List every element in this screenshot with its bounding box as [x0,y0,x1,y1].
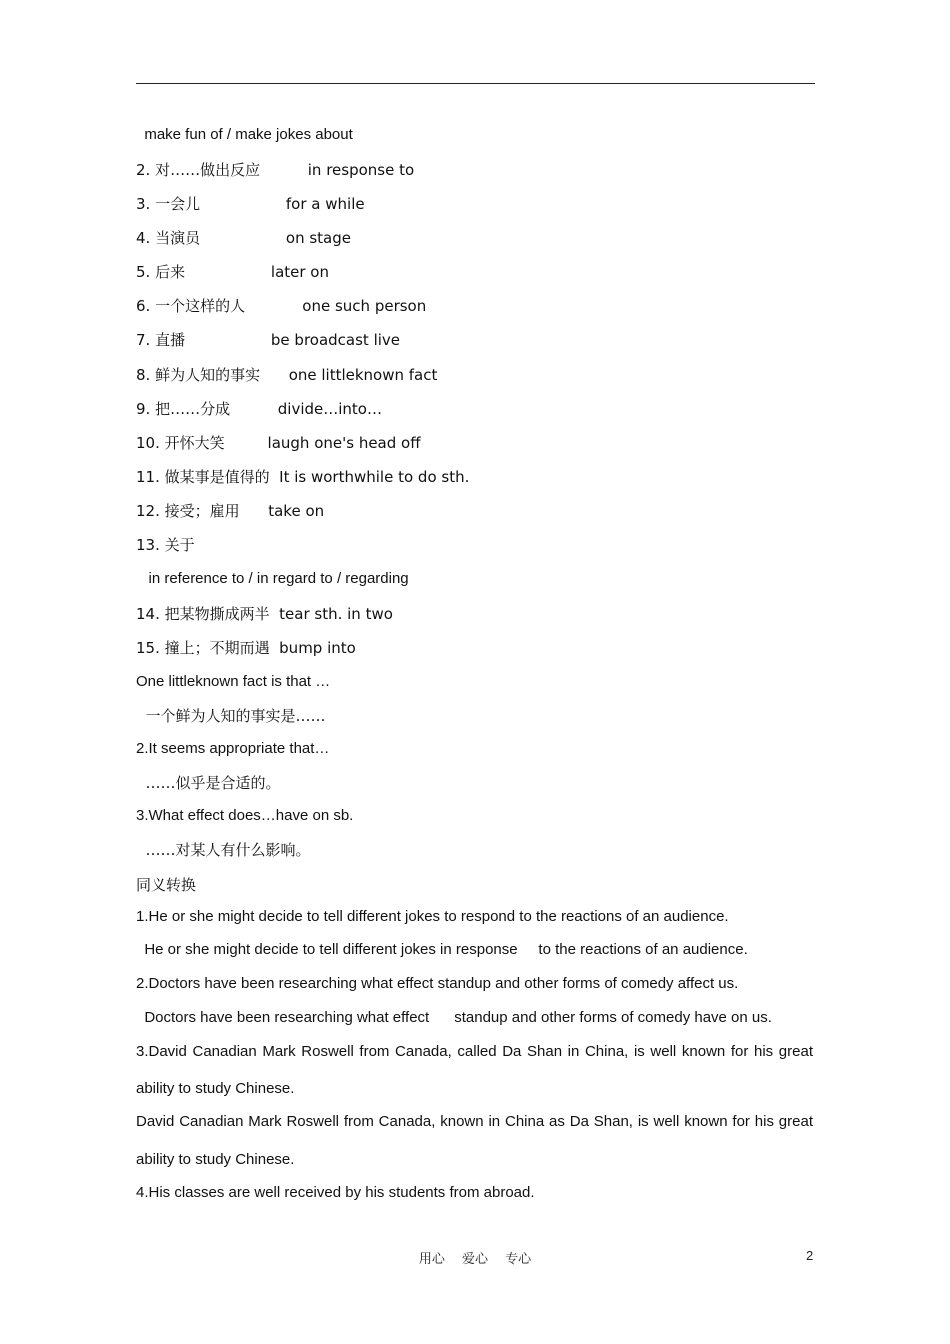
text-line: 13. 关于 [136,536,195,554]
text-line: in reference to / in regard to / regarding [136,570,409,587]
text-line: 3.David Canadian Mark Roswell from Canada, called Da Shan in China, is well known for his great [136,1043,813,1060]
text-line: 1.He or she might decide to tell different jokes to respond to the reactions of an audience. [136,908,729,925]
footer-motto: 用心 爱心 专心 [418,1252,532,1267]
text-line: 一个鲜为人知的事实是…… [136,707,326,725]
text-line: 14. 把某物撕成两半 tear sth. in two [136,605,393,623]
text-line: 2.It seems appropriate that… [136,740,330,757]
text-line: 4. 当演员 on stage [136,229,351,247]
header-rule [136,83,815,84]
text-line: He or she might decide to tell different jokes in response to the reactions of an audience. [136,941,748,958]
text-line: ……对某人有什么影响。 [136,841,311,859]
text-line: 12. 接受；雇用 take on [136,502,325,520]
text-line: 4.His classes are well received by his students from abroad. [136,1184,535,1201]
text-line: 10. 开怀大笑 laugh one's head off [136,434,421,452]
text-line: 2.Doctors have been researching what effect standup and other forms of comedy affect us. [136,975,739,992]
text-line: make fun of / make jokes about [136,126,353,143]
text-line: One littleknown fact is that … [136,673,331,690]
text-line: 11. 做某事是值得的 It is worthwhile to do sth. [136,468,470,486]
text-line: 6. 一个这样的人 one such person [136,297,427,315]
text-line: ability to study Chinese. [136,1151,295,1168]
text-line: ability to study Chinese. [136,1080,295,1097]
text-line: 3. 一会儿 for a while [136,195,365,213]
text-line: 8. 鲜为人知的事实 one littleknown fact [136,366,438,384]
text-line: Doctors have been researching what effect standup and other forms of comedy have on us. [136,1009,772,1026]
text-line: 7. 直播 be broadcast live [136,331,401,349]
text-line: 5. 后来 later on [136,263,329,281]
text-line: 15. 撞上；不期而遇 bump into [136,639,356,657]
section-heading: 同义转换 [136,876,197,894]
page-number: 2 [806,1248,814,1263]
text-line: ……似乎是合适的。 [136,774,281,792]
text-line: David Canadian Mark Roswell from Canada, known in China as Da Shan, is well known for his great [136,1113,813,1130]
text-line: 3.What effect does…have on sb. [136,807,354,824]
text-line: 9. 把……分成 divide…into… [136,400,382,418]
text-line: 2. 对……做出反应 in response to [136,161,415,179]
